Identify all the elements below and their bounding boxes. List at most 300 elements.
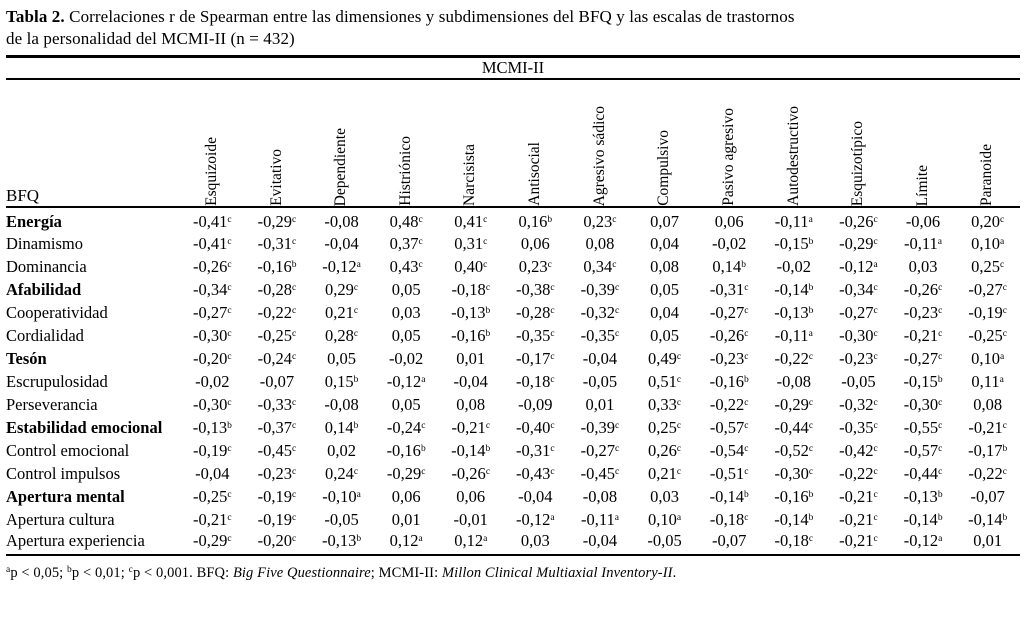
correlation-cell: -0,51$^c$: [709, 463, 749, 483]
table-row-teson: [6, 347, 1020, 370]
significance-superscript: c: [615, 466, 620, 477]
significance-superscript: c: [291, 397, 297, 408]
column-header-agresivo-sadico: [568, 79, 633, 207]
footnote-text: p < 0,05;: [10, 565, 68, 581]
correlation-cell: -0,27$^c$: [839, 302, 878, 322]
correlation-cell: -0,11$^a$: [774, 212, 813, 231]
footnote-text: ; MCMI-II:: [370, 565, 442, 581]
significance-superscript: a: [808, 215, 813, 225]
significance-superscript: c: [291, 466, 297, 477]
correlation-cell: 0,08: [456, 394, 486, 414]
correlation-cell: 0,16$^b$: [518, 212, 553, 231]
footnote-italic-text: Big Five Questionnaire: [232, 565, 371, 581]
significance-superscript: c: [873, 328, 878, 339]
row-label: Control emocional: [6, 440, 130, 460]
significance-superscript: c: [744, 351, 749, 362]
row-label: Apertura experiencia: [6, 531, 180, 555]
correlation-cell: 0,51$^c$: [648, 371, 682, 391]
correlation-cell: -0,23$^c$: [709, 348, 749, 368]
correlation-cell: -0,14$^b$: [774, 279, 814, 299]
significance-superscript: b: [808, 305, 814, 316]
significance-superscript: c: [999, 259, 1005, 270]
significance-superscript: c: [353, 305, 359, 316]
correlation-cell: -0,13$^b$: [451, 302, 491, 322]
significance-superscript: c: [744, 328, 749, 339]
correlation-cell: -0,16$^b$: [709, 371, 749, 391]
correlation-cell: -0,38$^c$: [516, 279, 555, 299]
significance-superscript: b: [420, 443, 426, 454]
correlation-cell: -0,26$^c$: [709, 325, 749, 345]
significance-superscript: c: [938, 305, 943, 316]
correlation-cell: 0,12$^a$: [438, 531, 503, 555]
table-title: [6, 6, 1020, 50]
column-header-esquizotipico: [826, 79, 891, 207]
column-header-label: Esquizoide: [203, 137, 221, 206]
correlation-cell: -0,14$^b$: [709, 486, 749, 506]
correlation-cell: -0,14$^b$: [774, 509, 814, 529]
significance-superscript: c: [873, 512, 878, 523]
correlation-cell: -0,29$^c$: [257, 212, 297, 231]
correlation-cell: -0,08: [324, 212, 359, 231]
correlation-cell: -0,26$^c$: [193, 256, 232, 276]
correlation-cell: -0,26$^c$: [451, 463, 491, 483]
footnote-superscript: b: [67, 565, 72, 575]
significance-superscript: c: [744, 305, 749, 316]
correlation-cell: -0,31$^c$: [516, 440, 555, 460]
footnote-superscript: a: [6, 565, 11, 575]
correlation-cell: -0,20$^c$: [193, 348, 232, 368]
correlation-cell: -0,11$^a$: [904, 233, 942, 253]
correlation-cell: -0,14$^b$: [903, 509, 943, 529]
correlation-cell: -0,23$^c$: [257, 463, 297, 483]
footnote-text: p < 0,01;: [71, 565, 129, 581]
correlation-cell: -0,04: [518, 486, 553, 506]
correlation-cell: -0,02: [711, 233, 747, 253]
column-header-label: Compulsivo: [655, 130, 673, 206]
column-header-histrionico: [374, 79, 439, 207]
significance-superscript: c: [550, 374, 555, 385]
significance-superscript: c: [808, 351, 814, 362]
correlation-cell: 0,21$^c$: [648, 463, 682, 483]
correlation-cell: -0,12$^a$: [839, 256, 878, 276]
correlation-cell: 0,03: [391, 302, 421, 322]
significance-superscript: b: [485, 443, 491, 454]
significance-superscript: c: [744, 420, 749, 431]
correlation-cell: -0,12$^a$: [322, 256, 361, 276]
correlation-cell: 0,06: [391, 486, 421, 506]
table-row-estabilidad-emocional: [6, 416, 1020, 439]
row-label: Tesón: [6, 348, 47, 368]
correlation-cell: 0,05: [391, 325, 421, 345]
table-row-energia: [6, 207, 1020, 232]
correlation-cell: -0,30$^c$: [193, 325, 232, 345]
significance-superscript: c: [744, 282, 749, 293]
column-header-label: Antisocial: [526, 142, 544, 206]
significance-superscript: a: [418, 534, 423, 544]
significance-superscript: c: [808, 397, 814, 408]
significance-superscript: b: [1002, 443, 1008, 454]
significance-superscript: b: [547, 215, 553, 225]
table-footnote: [6, 565, 1020, 582]
significance-superscript: c: [418, 259, 423, 270]
significance-superscript: b: [808, 512, 814, 523]
significance-superscript: c: [485, 282, 491, 293]
correlation-cell: 0,25$^c$: [648, 417, 682, 437]
correlation-cell: -0,15$^b$: [903, 371, 943, 391]
significance-superscript: c: [550, 420, 555, 431]
correlation-cell: -0,26$^c$: [839, 212, 878, 231]
column-header-evitativo: [245, 79, 310, 207]
correlation-cell: -0,32$^c$: [580, 302, 620, 322]
correlation-cell: -0,41$^c$: [193, 233, 232, 253]
row-label: Cordialidad: [6, 325, 84, 345]
significance-superscript: c: [550, 443, 555, 454]
column-header-autodestructivo: [761, 79, 826, 207]
significance-superscript: c: [938, 443, 943, 454]
significance-superscript: c: [873, 489, 878, 500]
significance-superscript: b: [937, 512, 943, 523]
correlation-cell: -0,04: [582, 348, 618, 368]
significance-superscript: a: [550, 512, 555, 523]
correlation-cell: 0,23$^c$: [518, 256, 552, 276]
significance-superscript: a: [999, 236, 1005, 247]
correlation-cell: -0,44$^c$: [903, 463, 943, 483]
correlation-cell: -0,13$^b$: [192, 417, 232, 437]
correlation-cell: -0,04: [453, 371, 488, 391]
column-header-label: Pasivo agresivo: [719, 108, 737, 206]
significance-superscript: c: [227, 259, 232, 270]
correlation-cell: -0,27$^c$: [968, 279, 1007, 299]
correlation-cell: 0,01: [585, 394, 615, 414]
correlation-cell: -0,05: [582, 371, 618, 391]
column-header-compulsivo: [632, 79, 697, 207]
significance-superscript: c: [744, 512, 749, 523]
correlation-cell: -0,35$^c$: [839, 417, 878, 437]
correlation-cell: -0,24$^c$: [257, 348, 297, 368]
row-label: Afabilidad: [6, 279, 82, 299]
significance-superscript: c: [483, 236, 488, 247]
correlation-cell: 0,10$^a$: [648, 509, 682, 529]
correlation-cell: -0,39$^c$: [580, 279, 620, 299]
correlation-cell: 0,06: [520, 233, 550, 253]
column-header-label: Agresivo sádico: [590, 105, 608, 206]
table-row-escrupulosidad: [6, 370, 1020, 393]
correlation-cell: 0,14$^b$: [712, 256, 746, 276]
correlation-cell: -0,11$^a$: [580, 509, 619, 529]
correlation-cell: -0,29$^c$: [386, 463, 426, 483]
correlation-cell: -0,18$^c$: [761, 531, 826, 555]
correlation-cell: 0,20$^c$: [971, 212, 1005, 231]
correlation-cell: -0,57$^c$: [709, 417, 749, 437]
significance-superscript: c: [873, 305, 878, 316]
correlation-cell: 0,05: [391, 279, 421, 299]
correlation-cell: -0,22$^c$: [774, 348, 814, 368]
correlation-cell: -0,21$^c$: [903, 325, 943, 345]
significance-superscript: c: [291, 420, 297, 431]
correlation-cell: 0,43$^c$: [389, 256, 423, 276]
correlation-cell: -0,23$^c$: [903, 302, 943, 322]
significance-superscript: c: [938, 328, 943, 339]
correlation-cell: 0,29$^c$: [324, 279, 359, 299]
correlation-cell: 0,05: [650, 325, 679, 345]
table-body: [6, 207, 1020, 555]
correlation-cell: -0,19$^c$: [968, 302, 1007, 322]
correlation-cell: 0,33$^c$: [648, 394, 682, 414]
column-header-label: Paranoide: [978, 144, 996, 206]
significance-superscript: c: [227, 305, 232, 316]
correlation-cell: -0,21$^c$: [839, 486, 878, 506]
significance-superscript: c: [744, 466, 749, 477]
significance-superscript: c: [547, 259, 552, 270]
table-row-apertura-experiencia: [6, 531, 1020, 555]
correlation-cell: -0,21$^c$: [826, 531, 891, 555]
correlation-cell: 0,11$^a$: [971, 371, 1004, 391]
correlation-cell: -0,21$^c$: [193, 509, 232, 529]
column-header-label: Evitativo: [267, 149, 285, 206]
significance-superscript: c: [291, 512, 297, 523]
column-header-row: [6, 79, 1020, 207]
correlation-cell: -0,02: [195, 371, 230, 391]
correlation-cell: -0,05: [324, 509, 359, 529]
significance-superscript: c: [1002, 420, 1007, 431]
footnote-text: .: [672, 565, 677, 581]
significance-superscript: c: [615, 420, 620, 431]
correlation-cell: -0,04: [568, 531, 633, 555]
correlation-cell: -0,17$^c$: [516, 348, 555, 368]
footnote-text: p < 0,001. BFQ:: [132, 565, 233, 581]
correlation-cell: -0,54$^c$: [709, 440, 749, 460]
correlation-cell: -0,12$^a$: [891, 531, 956, 555]
column-header-paranoide: [955, 79, 1020, 207]
correlation-cell: 0,03: [503, 531, 568, 555]
correlation-cell: -0,19$^c$: [257, 509, 297, 529]
correlation-cell: -0,09: [518, 394, 553, 414]
significance-superscript: c: [291, 489, 297, 500]
significance-superscript: c: [744, 397, 749, 408]
correlation-cell: 0,04: [650, 233, 679, 253]
significance-superscript: b: [485, 305, 491, 316]
significance-superscript: c: [1002, 282, 1007, 293]
significance-superscript: c: [676, 420, 682, 431]
significance-superscript: c: [1002, 328, 1007, 339]
correlation-cell: -0,07: [259, 371, 295, 391]
correlation-cell: -0,27$^c$: [709, 302, 749, 322]
significance-superscript: c: [421, 420, 426, 431]
column-header-dependiente: [309, 79, 374, 207]
significance-superscript: c: [291, 236, 297, 247]
significance-superscript: c: [1002, 466, 1007, 477]
correlation-cell: -0,18$^c$: [451, 279, 491, 299]
correlation-cell: -0,17$^b$: [968, 440, 1008, 460]
significance-superscript: b: [353, 374, 359, 385]
significance-superscript: a: [808, 328, 813, 339]
significance-superscript: c: [676, 374, 682, 385]
significance-superscript: a: [676, 512, 682, 523]
column-header-label: Límite: [913, 164, 931, 206]
correlation-cell: -0,08: [324, 394, 359, 414]
correlation-cell: -0,22$^c$: [257, 302, 297, 322]
significance-superscript: c: [227, 397, 232, 408]
significance-superscript: c: [873, 534, 878, 544]
correlation-cell: -0,24$^c$: [386, 417, 426, 437]
correlation-cell: 0,05: [327, 348, 356, 368]
significance-superscript: c: [550, 466, 555, 477]
row-label: Escrupulosidad: [6, 371, 108, 391]
significance-superscript: c: [808, 534, 814, 544]
significance-superscript: c: [676, 351, 682, 362]
correlation-cell: -0,06: [905, 212, 941, 231]
correlation-cell: 0,03: [650, 486, 679, 506]
correlation-cell: -0,27$^c$: [580, 440, 620, 460]
column-header-narcisista: [438, 79, 503, 207]
correlation-cell: 0,21$^c$: [324, 302, 359, 322]
significance-superscript: c: [353, 466, 359, 477]
significance-superscript: c: [873, 420, 878, 431]
correlation-cell: -0,22$^c$: [709, 394, 749, 414]
significance-superscript: c: [418, 215, 423, 225]
correlation-cell: 0,37$^c$: [389, 233, 423, 253]
correlation-cell: -0,07: [970, 486, 1005, 506]
table-title-line2: de la personalidad del MCMI-II (n = 432): [6, 29, 295, 48]
correlation-cell: -0,32$^c$: [839, 394, 878, 414]
significance-superscript: c: [291, 282, 297, 293]
correlation-cell: 0,07: [650, 212, 679, 231]
correlation-cell: -0,23$^c$: [839, 348, 878, 368]
correlation-cell: 0,31$^c$: [454, 233, 488, 253]
correlation-cell: -0,28$^c$: [257, 279, 297, 299]
spanner-row: [6, 57, 1020, 80]
correlation-cell: 0,41$^c$: [454, 212, 488, 231]
significance-superscript: c: [291, 534, 297, 544]
significance-superscript: c: [227, 512, 232, 523]
significance-superscript: c: [808, 420, 814, 431]
significance-superscript: c: [938, 282, 943, 293]
correlation-cell: -0,08: [776, 371, 811, 391]
correlation-cell: -0,25$^c$: [257, 325, 297, 345]
correlation-cell: -0,41$^c$: [193, 212, 232, 231]
column-header-pasivo-agresivo: [697, 79, 762, 207]
correlation-cell: -0,16$^b$: [774, 486, 814, 506]
significance-superscript: c: [676, 443, 682, 454]
significance-superscript: c: [873, 282, 878, 293]
correlation-cell: -0,18$^c$: [516, 371, 555, 391]
row-label: Control impulsos: [6, 463, 121, 483]
significance-superscript: b: [808, 489, 814, 500]
correlation-cell: 0,49$^c$: [648, 348, 682, 368]
correlation-cell: -0,57$^c$: [903, 440, 943, 460]
correlation-cell: -0,34$^c$: [193, 279, 232, 299]
significance-superscript: c: [808, 443, 814, 454]
significance-superscript: c: [483, 215, 488, 225]
correlation-cell: -0,16$^b$: [257, 256, 297, 276]
significance-superscript: b: [291, 259, 297, 270]
correlation-cell: 0,01: [456, 348, 486, 368]
correlation-cell: -0,52$^c$: [774, 440, 814, 460]
significance-superscript: c: [873, 466, 878, 477]
column-header-esquizoide: [180, 79, 245, 207]
significance-superscript: c: [227, 236, 232, 247]
correlation-cell: 0,26$^c$: [648, 440, 682, 460]
row-label: Apertura cultura: [6, 509, 115, 529]
significance-superscript: c: [227, 489, 232, 500]
correlation-cell: 0,06: [714, 212, 744, 231]
significance-superscript: c: [227, 534, 232, 544]
correlation-cell: -0,33$^c$: [257, 394, 297, 414]
correlation-cell: 0,08: [973, 394, 1003, 414]
significance-superscript: c: [291, 305, 297, 316]
significance-superscript: b: [356, 534, 362, 544]
significance-superscript: c: [873, 215, 878, 225]
correlation-cell: -0,28$^c$: [516, 302, 555, 322]
correlation-cell: -0,14$^b$: [451, 440, 491, 460]
significance-superscript: c: [612, 259, 617, 270]
table-row-cooperatividad: [6, 301, 1020, 324]
significance-superscript: a: [938, 534, 943, 544]
significance-superscript: c: [291, 328, 297, 339]
row-label: Cooperatividad: [6, 302, 108, 322]
correlation-cell: -0,29$^c$: [839, 233, 878, 253]
correlation-cell: -0,37$^c$: [257, 417, 297, 437]
significance-superscript: c: [227, 351, 232, 362]
correlation-cell: 0,12$^a$: [374, 531, 439, 555]
significance-superscript: c: [676, 397, 682, 408]
correlation-cell: -0,18$^c$: [709, 509, 749, 529]
significance-superscript: b: [353, 420, 359, 431]
correlation-cell: 0,28$^c$: [324, 325, 359, 345]
significance-superscript: c: [291, 443, 297, 454]
correlation-cell: -0,01: [453, 509, 488, 529]
correlation-cell: -0,25$^c$: [193, 486, 232, 506]
correlation-cell: 0,05: [650, 279, 679, 299]
correlation-cell: -0,29$^c$: [774, 394, 814, 414]
significance-superscript: b: [743, 374, 749, 385]
significance-superscript: c: [353, 328, 359, 339]
significance-superscript: c: [291, 215, 297, 225]
correlation-cell: -0,55$^c$: [903, 417, 943, 437]
correlation-cell: -0,02: [388, 348, 424, 368]
correlation-cell: -0,07: [697, 531, 762, 555]
correlation-table: [6, 55, 1020, 556]
correlation-cell: -0,11$^a$: [774, 325, 813, 345]
significance-superscript: c: [353, 282, 359, 293]
correlation-cell: -0,13$^b$: [903, 486, 943, 506]
significance-superscript: b: [227, 420, 232, 431]
significance-superscript: b: [743, 489, 749, 500]
table-row-perseverancia: [6, 393, 1020, 416]
correlation-cell: 0,08: [585, 233, 615, 253]
significance-superscript: a: [937, 236, 942, 247]
row-label: Dinamismo: [6, 233, 83, 253]
correlation-cell: -0,39$^c$: [580, 417, 620, 437]
correlation-cell: 0,14$^b$: [324, 417, 359, 437]
correlation-cell: -0,27$^c$: [193, 302, 232, 322]
significance-superscript: a: [999, 351, 1005, 362]
correlation-cell: 0,25$^c$: [971, 256, 1005, 276]
significance-superscript: c: [227, 328, 232, 339]
significance-superscript: c: [744, 443, 749, 454]
significance-superscript: c: [676, 466, 682, 477]
correlation-cell: -0,30$^c$: [774, 463, 814, 483]
table-row-apertura-mental: [6, 485, 1020, 508]
correlation-cell: -0,13$^b$: [774, 302, 814, 322]
correlation-cell: -0,25$^c$: [968, 325, 1007, 345]
correlation-cell: 0,10$^a$: [971, 348, 1005, 368]
significance-superscript: b: [808, 282, 814, 293]
significance-superscript: a: [873, 259, 878, 270]
significance-superscript: a: [356, 259, 361, 270]
correlation-cell: -0,31$^c$: [257, 233, 297, 253]
significance-superscript: c: [227, 215, 232, 225]
